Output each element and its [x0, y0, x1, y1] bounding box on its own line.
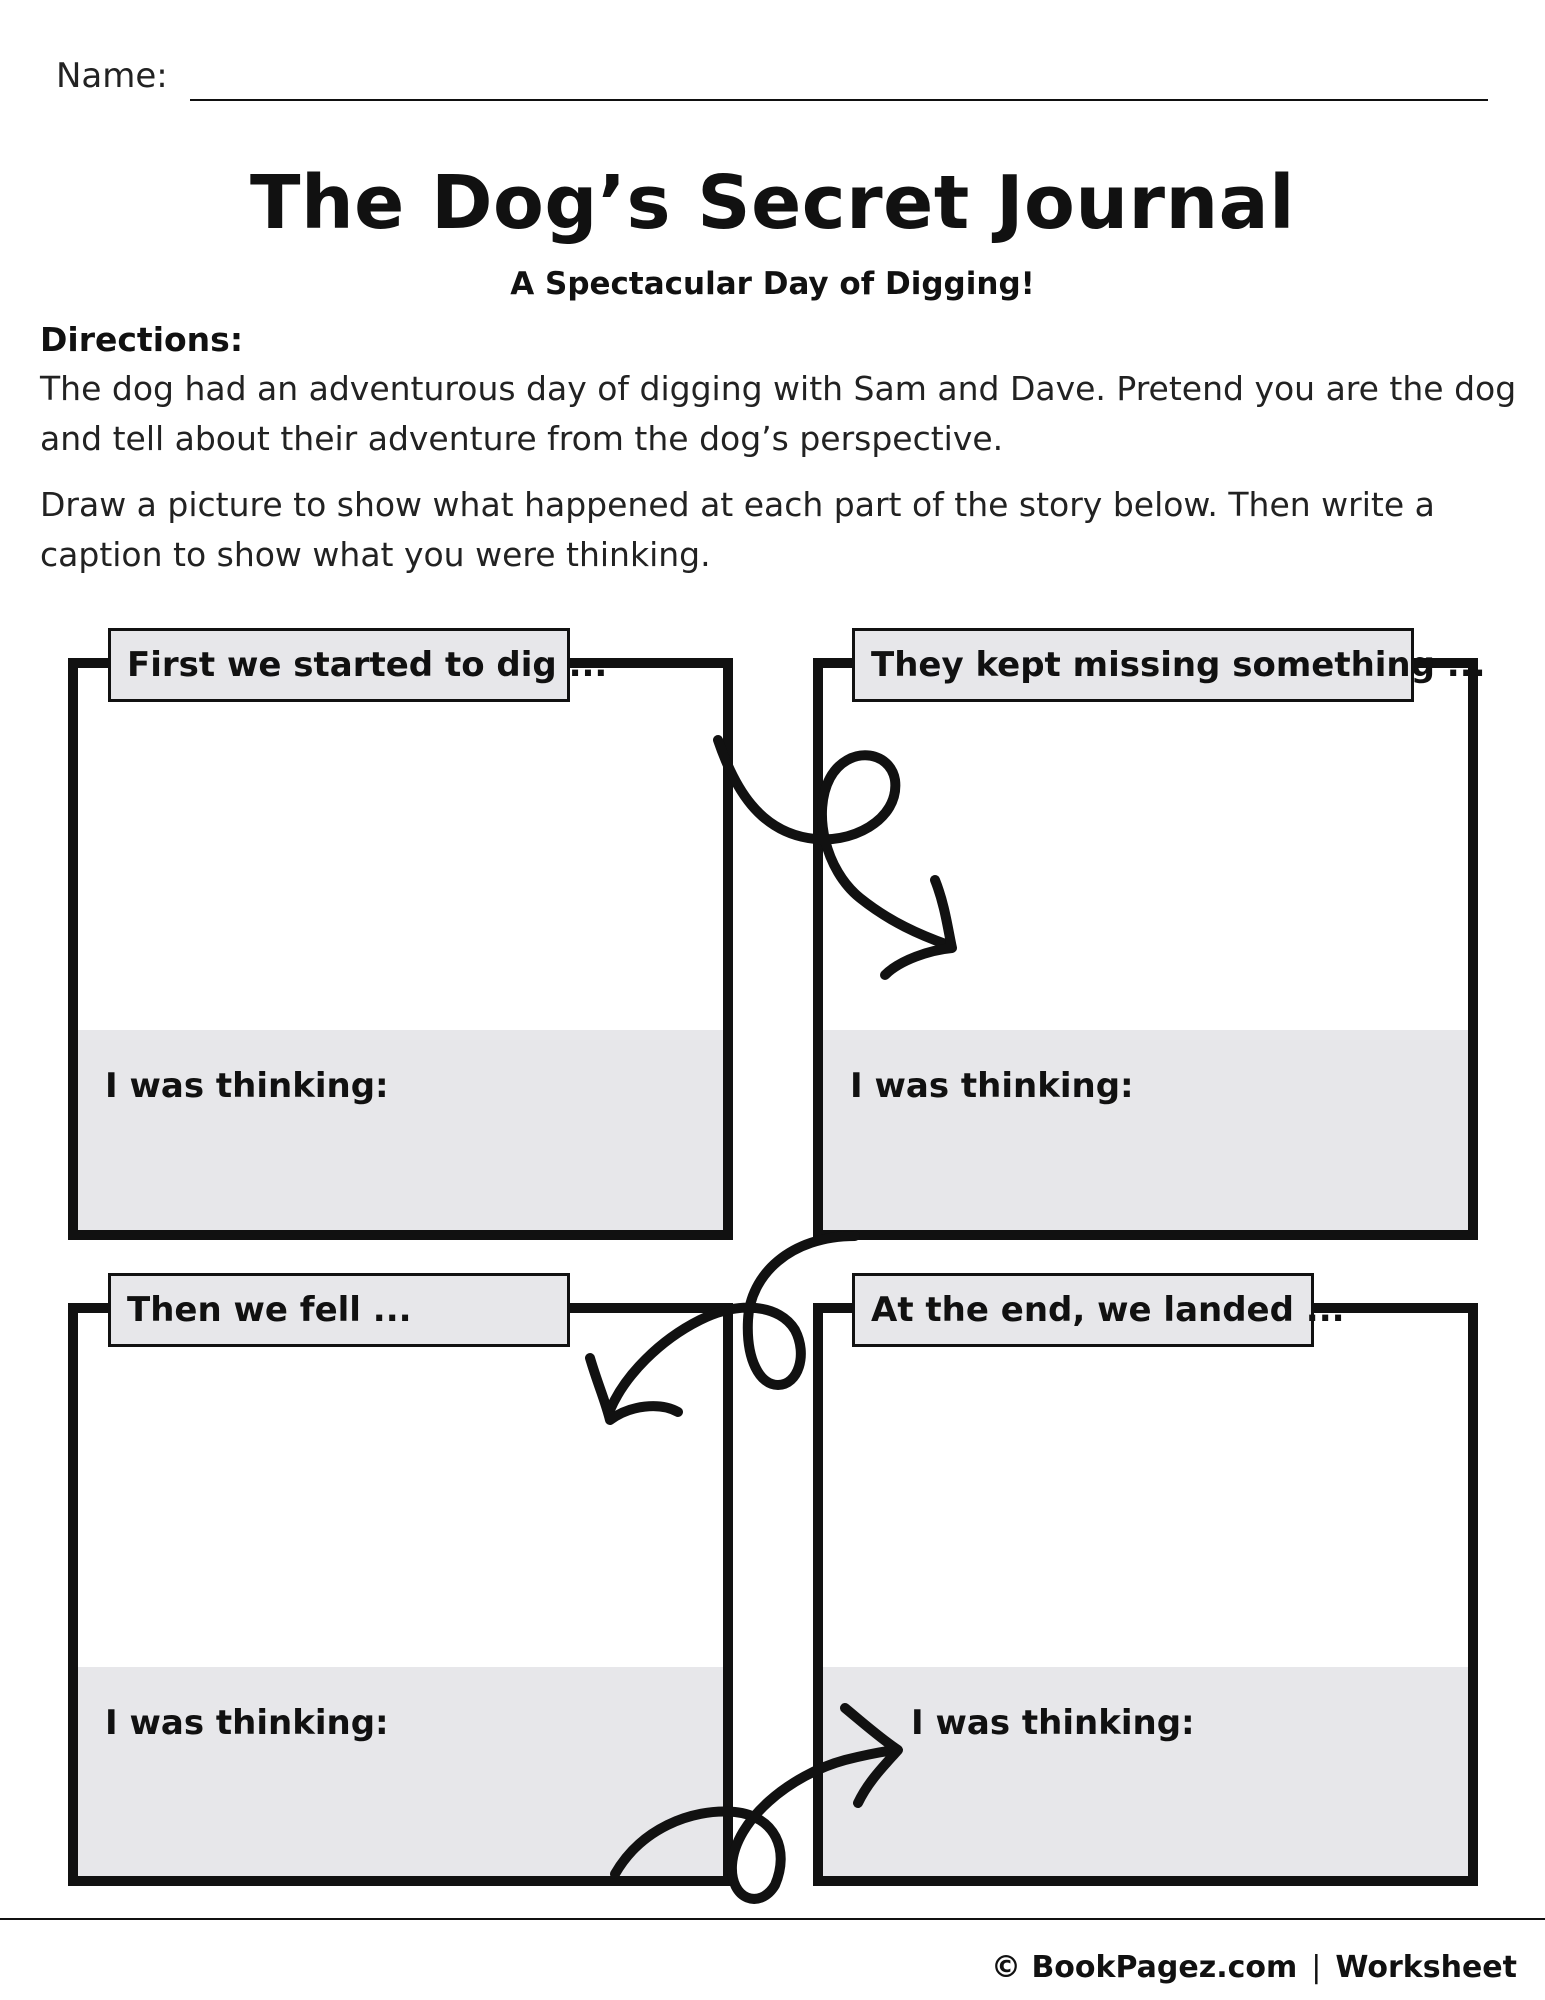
directions-paragraph-1: The dog had an adventurous day of digging with Sam and Dave. Pretend you are the dog and tell about their adventure from the dog’s perspective. [40, 369, 1517, 458]
story-panel-1[interactable] [68, 658, 733, 1240]
thinking-area-3[interactable] [78, 1667, 723, 1876]
footer-type: Worksheet [1335, 1950, 1517, 1985]
name-label: Name: [56, 56, 168, 96]
thinking-label-3: I was thinking: [105, 1703, 389, 1743]
story-panel-4[interactable] [813, 1303, 1478, 1886]
panel-label-4: At the end, we landed ... [852, 1273, 1314, 1347]
thinking-label-1: I was thinking: [105, 1066, 389, 1106]
story-panel-3[interactable] [68, 1303, 733, 1886]
story-panel-2[interactable] [813, 658, 1478, 1240]
name-input-line[interactable] [190, 99, 1488, 101]
panel-label-2: They kept missing something ... [852, 628, 1414, 702]
footer-site: © BookPagez.com [991, 1950, 1298, 1985]
worksheet-title: The Dog’s Secret Journal [250, 160, 1295, 246]
directions-paragraph-2: Draw a picture to show what happened at each part of the story below. Then write a caption to show what you were thinking. [40, 485, 1435, 574]
thinking-label-4: I was thinking: [911, 1703, 1195, 1743]
panel-label-3: Then we fell ... [108, 1273, 570, 1347]
directions-heading: Directions: [40, 320, 244, 359]
thinking-area-4[interactable] [823, 1667, 1468, 1876]
worksheet-subtitle: A Spectacular Day of Digging! [510, 266, 1035, 302]
footer-separator: | [1311, 1950, 1322, 1985]
footer [991, 1950, 1517, 1985]
footer-divider [0, 1918, 1545, 1920]
thinking-area-2[interactable] [823, 1030, 1468, 1230]
thinking-area-1[interactable] [78, 1030, 723, 1230]
thinking-label-2: I was thinking: [850, 1066, 1134, 1106]
panel-label-1: First we started to dig ... [108, 628, 570, 702]
